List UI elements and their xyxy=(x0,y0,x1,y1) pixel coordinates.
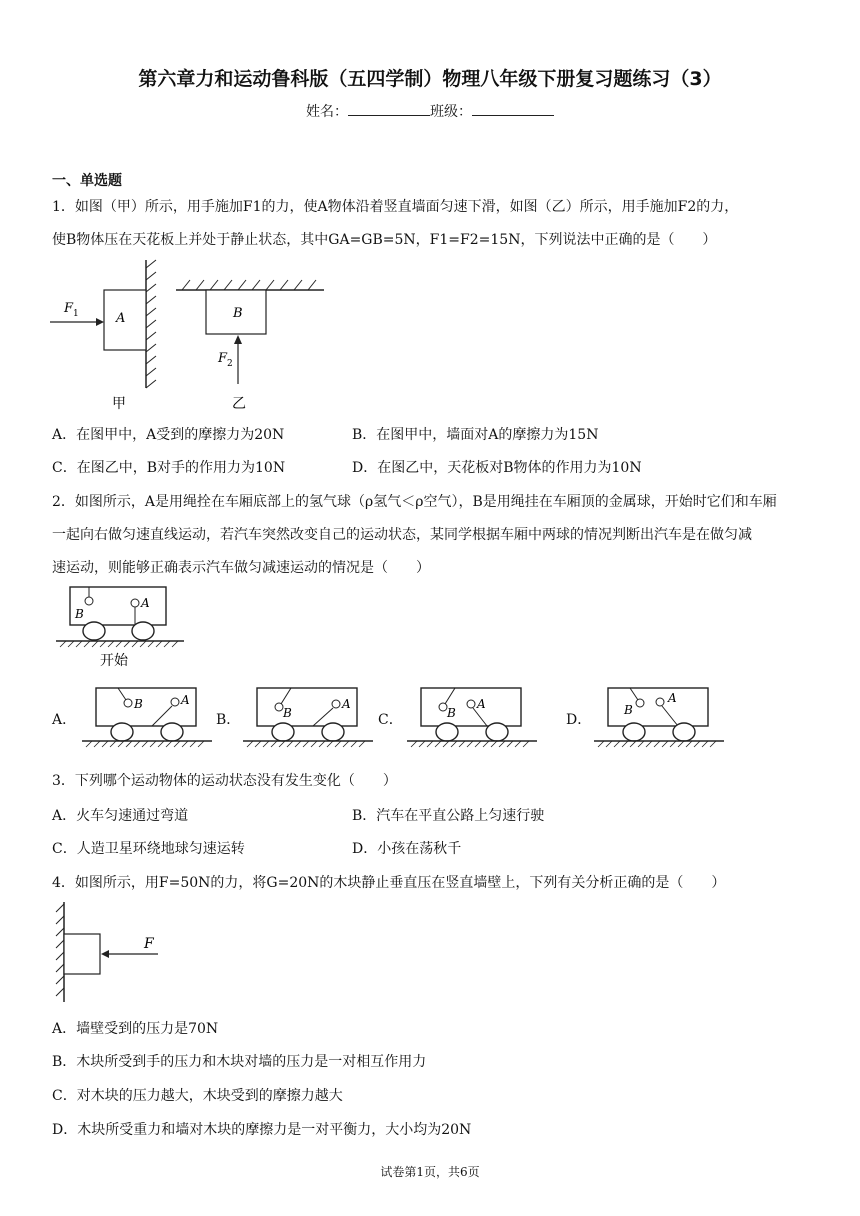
q1-block-b-label: B xyxy=(233,306,243,321)
q2-stem-line3: 速运动，则能够正确表示汽车做匀减速运动的情况是（ ） xyxy=(52,560,430,576)
q1-force-f2-arrowhead xyxy=(234,335,242,344)
cart-body xyxy=(70,587,166,625)
page-footer: 试卷第1页，共6页 xyxy=(380,1165,480,1179)
ball-b-label: B xyxy=(75,607,84,621)
page-title: 第六章力和运动鲁科版（五四学制）物理八年级下册复习题练习（3） xyxy=(138,68,722,90)
q1-force-f1-arrowhead xyxy=(96,318,104,326)
q1-option-c[interactable]: C．在图乙中，B对手的作用力为10N xyxy=(52,460,286,476)
q1-wall xyxy=(146,260,156,388)
balloon-a-label: A xyxy=(141,596,150,610)
q4-option-a[interactable]: A．墙壁受到的压力是70N xyxy=(52,1021,219,1037)
svg-text:B: B xyxy=(447,706,456,720)
svg-text:B: B xyxy=(624,703,633,717)
q4-figure xyxy=(52,900,172,1008)
q4-option-b[interactable]: B．木块所受到手的压力和木块对墙的压力是一对相互作用力 xyxy=(52,1054,427,1070)
svg-text:B: B xyxy=(134,697,143,711)
q1-f2-sub: 2 xyxy=(227,359,233,369)
q3-option-b[interactable]: B．汽车在平直公路上匀速行驶 xyxy=(352,808,545,824)
q1-f1-sub: 1 xyxy=(73,309,79,319)
q1-option-d[interactable]: D．在图乙中，天花板对B物体的作用力为10N xyxy=(352,460,642,476)
q1-option-b[interactable]: B．在图甲中，墙面对A的摩擦力为15N xyxy=(352,427,599,443)
q4-block xyxy=(64,934,100,974)
start-label: 开始 xyxy=(100,653,128,669)
q2-option-a-cart[interactable] xyxy=(82,684,214,748)
name-blank[interactable] xyxy=(348,103,430,116)
q2-option-c-label[interactable]: C． xyxy=(378,712,403,728)
q1-option-a[interactable]: A．在图甲中，A受到的摩擦力为20N xyxy=(52,427,285,443)
q3-option-d[interactable]: D．小孩在荡秋千 xyxy=(352,841,462,857)
class-blank[interactable] xyxy=(472,103,554,116)
q1-stem-line2: 使B物体压在天花板上并处于静止状态，其中GA=GB=5N，F1=F2=15N，下列说法中正确的是（ ） xyxy=(52,232,717,248)
q4-force-label: F xyxy=(144,936,154,952)
wheel xyxy=(132,622,154,640)
q2-option-d-label[interactable]: D． xyxy=(566,712,592,728)
q4-stem: 4．如图所示，用F=50N的力，将G=20N的木块静止垂直压在竖直墙壁上，下列有关分析正确的是（ ） xyxy=(52,875,726,891)
svg-text:B: B xyxy=(283,706,292,720)
q1-f1-label: F xyxy=(64,301,74,316)
q3-option-c[interactable]: C．人造卫星环绕地球匀速运转 xyxy=(52,841,245,857)
q4-force-arrowhead xyxy=(101,950,109,958)
q3-option-a[interactable]: A．火车匀速通过弯道 xyxy=(52,808,189,824)
svg-text:A: A xyxy=(477,697,486,711)
q2-option-b-label[interactable]: B． xyxy=(216,712,241,728)
student-info-row xyxy=(0,101,860,121)
q2-option-c-cart[interactable] xyxy=(407,684,539,748)
q1-figure xyxy=(48,258,338,413)
q4-option-c[interactable]: C．对木块的压力越大，木块受到的摩擦力越大 xyxy=(52,1088,343,1104)
q3-stem: 3．下列哪个运动物体的运动状态没有发生变化（ ） xyxy=(52,773,397,789)
q2-start-cart xyxy=(56,585,186,670)
q1-block-a-label: A xyxy=(116,311,126,326)
q4-option-d[interactable]: D．木块所受重力和墙对木块的摩擦力是一对平衡力，大小均为20N xyxy=(52,1122,472,1138)
class-label: 班级： xyxy=(430,104,472,120)
q2-option-a-label[interactable]: A． xyxy=(52,712,77,728)
q1-stem-line1: 1．如图（甲）所示，用手施加F1的力，使A物体沿着竖直墙面匀速下滑，如图（乙）所示，用手施加F2的力， xyxy=(52,199,739,215)
q1-f2-label: F xyxy=(218,351,228,366)
balloon-a xyxy=(131,599,139,607)
q2-stem-line2: 一起向右做匀速直线运动，若汽车突然改变自己的运动状态，某同学根据车厢中两球的情况判断出汽车是在做匀减 xyxy=(52,527,752,543)
q2-option-d-cart[interactable] xyxy=(594,684,726,748)
section-title: 一、单选题 xyxy=(52,173,122,189)
q2-stem-line1: 2．如图所示，A是用绳拴在车厢底部上的氢气球（ρ氢气＜ρ空气），B是用绳挂在车厢顶的金属球，开始时它们和车厢 xyxy=(52,494,777,510)
q1-ceiling xyxy=(176,280,324,290)
name-label: 姓名： xyxy=(306,104,348,120)
q2-option-b-cart[interactable] xyxy=(243,684,375,748)
q1-fig-jia-label: 甲 xyxy=(112,396,126,412)
svg-text:A: A xyxy=(342,697,351,711)
svg-text:A: A xyxy=(668,691,677,705)
ball-b xyxy=(85,597,93,605)
wheel xyxy=(83,622,105,640)
q1-fig-yi-label: 乙 xyxy=(232,396,246,412)
svg-text:A: A xyxy=(181,693,190,707)
